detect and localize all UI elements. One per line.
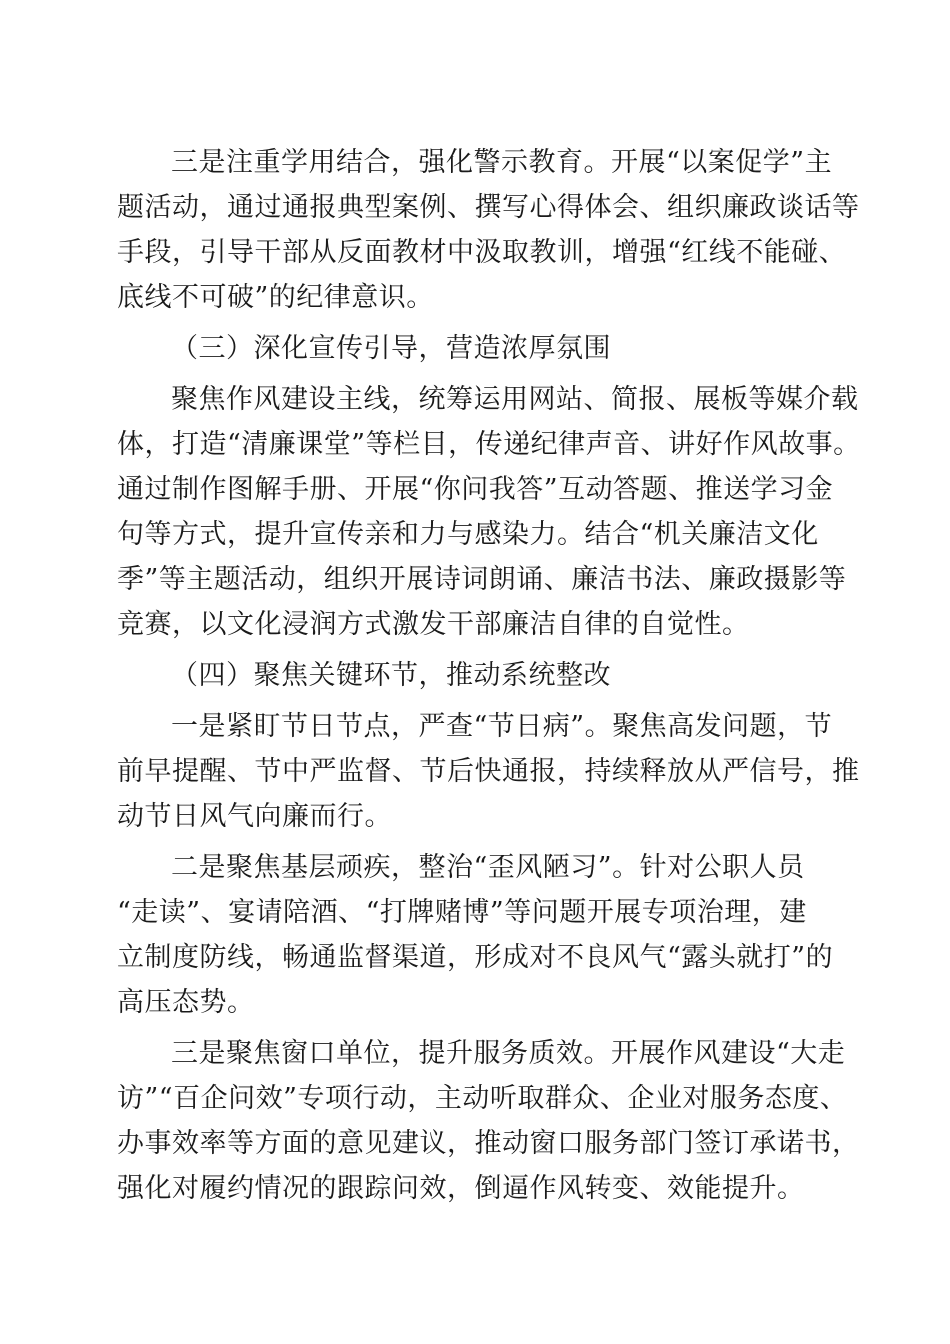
document-body [117,140,861,1211]
paragraph-line: 动节日风气向廉而行。 [117,801,392,832]
paragraph-line: 底线不可破”的纪律意识。 [117,282,434,313]
paragraph-line: 前早提醒、节中严监督、节后快通报，持续释放从严信号，推 [117,756,860,787]
paragraph-line: 题活动，通过通报典型案例、撰写心得体会、组织廉政谈话等 [117,192,860,223]
paragraph-line: 通过制作图解手册、开展“你问我答”互动答题、推送学习金 [117,474,834,505]
paragraph-line: 办事效率等方面的意见建议，推动窗口服务部门签订承诺书， [117,1128,860,1159]
paragraph-line: 竞赛，以文化浸润方式激发干部廉洁自律的自觉性。 [117,609,750,640]
paragraph-line: 聚焦作风建设主线，统筹运用网站、简报、展板等媒介载 [171,384,859,415]
paragraph-line: 手段，引导干部从反面教材中汲取教训，增强“红线不能碰、 [117,237,847,268]
paragraph-line: 二是聚焦基层顽疾，整治“歪风陋习”。针对公职人员 [171,852,805,883]
paragraph-line: 体，打造“清廉课堂”等栏目，传递纪律声音、讲好作风故事。 [117,429,861,460]
paragraph-line: 季”等主题活动，组织开展诗词朗诵、廉洁书法、廉政摄影等 [117,564,847,595]
paragraph-line: 一是紧盯节日节点，严查“节日病”。聚焦高发问题，节 [171,711,833,742]
section-heading-3: （三）深化宣传引导，营造浓厚氛围 [171,333,611,364]
paragraph-line: 句等方式，提升宣传亲和力与感染力。结合“机关廉洁文化 [117,519,819,550]
section-heading-4: （四）聚焦关键环节，推动系统整改 [171,660,611,691]
paragraph-line: “走读”、宴请陪酒、“打牌赌博”等问题开展专项治理，建 [117,897,807,928]
paragraph-line: 立制度防线，畅通监督渠道，形成对不良风气“露头就打”的 [117,942,834,973]
paragraph-line: 访”“百企问效”专项行动，主动听取群众、企业对服务态度、 [117,1083,848,1114]
paragraph-line: 高压态势。 [117,987,255,1018]
paragraph-line: 强化对履约情况的跟踪问效，倒逼作风转变、效能提升。 [117,1173,805,1204]
paragraph-line: 三是注重学用结合，强化警示教育。开展“以案促学”主 [171,147,833,178]
paragraph-line: 三是聚焦窗口单位，提升服务质效。开展作风建设“大走 [171,1038,846,1069]
